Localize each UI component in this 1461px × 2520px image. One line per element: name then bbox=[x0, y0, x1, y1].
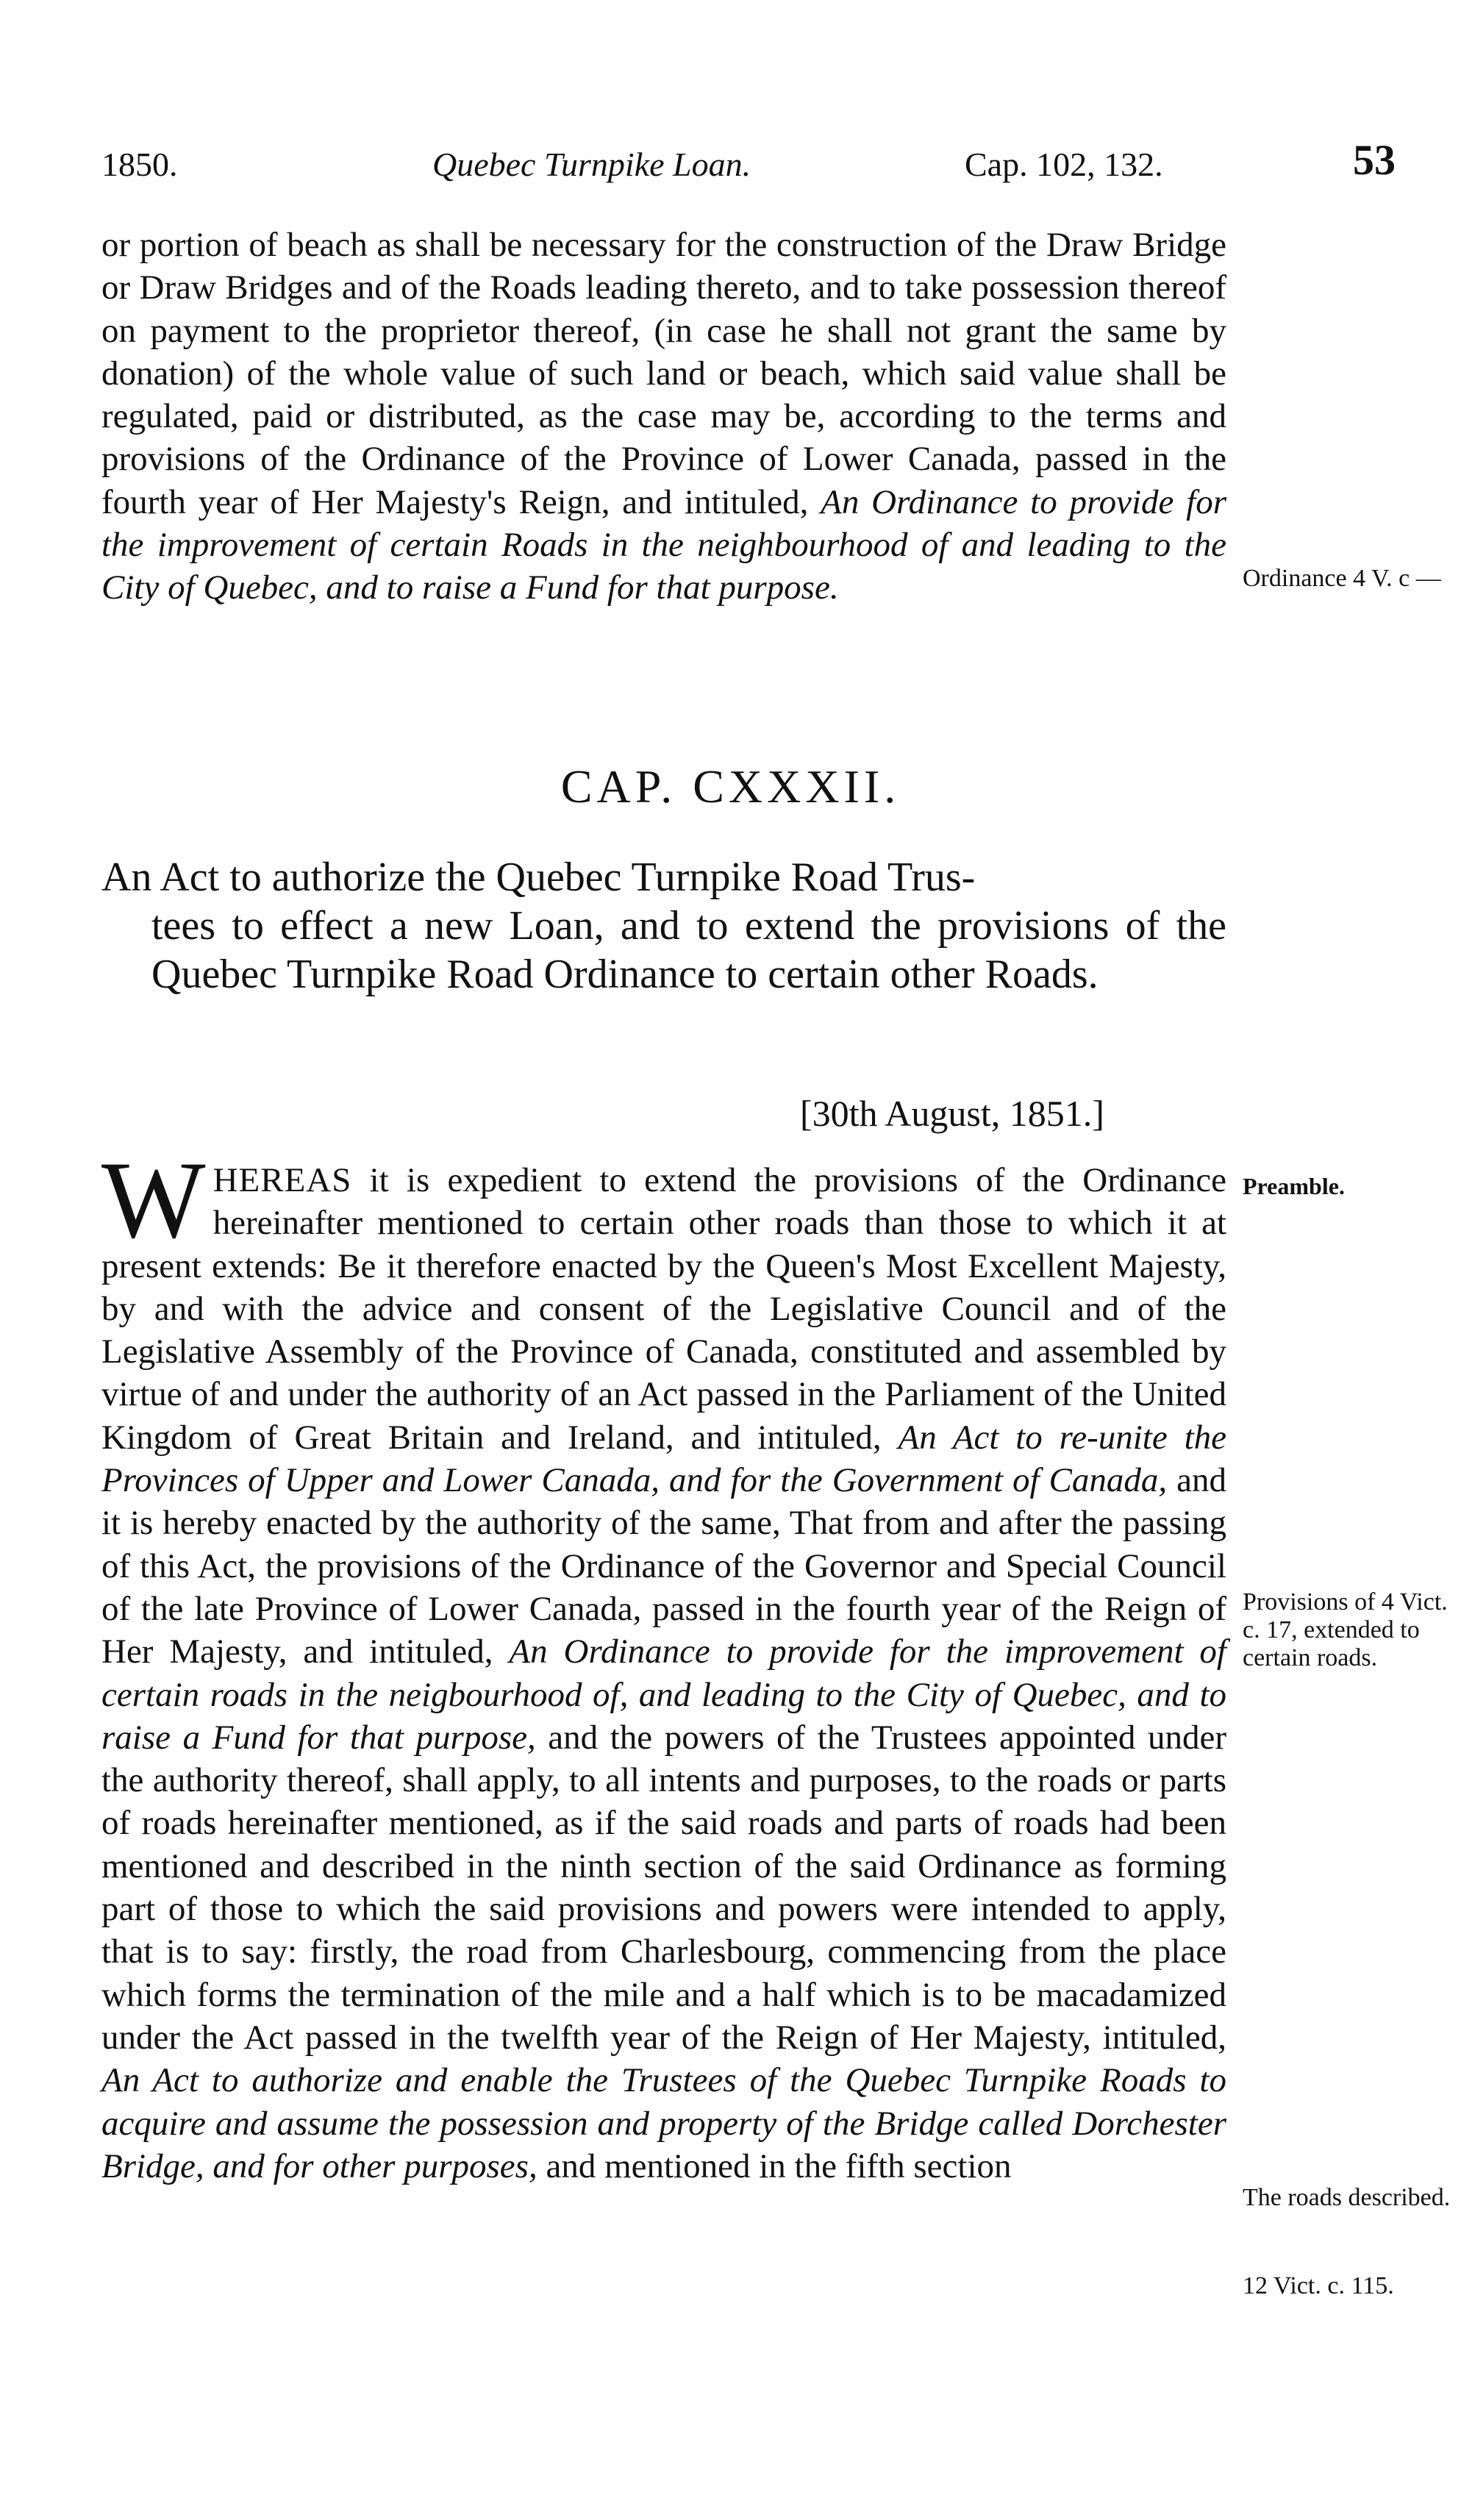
margin-note-provisions: Provisions of 4 Vict. c. 17, extended to certain roads. bbox=[1243, 1588, 1448, 1671]
act-title-rest: tees to effect a new Loan, and to extend the provisions of the Quebec Turnpike Road Ordinance to certain other Roads. bbox=[151, 903, 1226, 997]
ordinance-title-2: An Ordinance to provide for the improvement of certain roads in the neigbourhood of, and leading to the City of Quebec, and to raise a Fund for that purpose, bbox=[101, 1632, 1226, 1757]
chapter-heading: CAP. CXXXII. bbox=[560, 760, 901, 813]
margin-note-ordinance: Ordinance 4 V. c — bbox=[1243, 565, 1441, 592]
margin-note-vict: 12 Vict. c. 115. bbox=[1243, 2272, 1394, 2299]
union-act-title: An Act to re-unite the Provinces of Upper and Lower Canada, and for the Government of Canada, bbox=[101, 1418, 1226, 1500]
act-title bbox=[101, 853, 1226, 999]
continued-text: or portion of beach as shall be necessary for the construction of the Draw Bridge or Draw Bridges and of the Roads leading thereto, and to take possession thereof on payment to the proprietor thereof, (in case he shall not grant the same by donation) of the whole value of such land or beach, which said value shall be regulated, paid or distributed, as the case may be, according to the terms and provisions of the Ordinance of the Province of Lower Canada, passed in the fourth year of Her Majesty's Reign, and intituled, bbox=[101, 226, 1226, 521]
preamble-text-1: it is expedient to extend the provisions of the Ordinance hereinafter mentioned to certain other roads than those to which it at present extends: Be it therefore enacted by the Queen's Most Excellent Majesty, by and with the advice and consent of the Legislative Council and of the Legislative Assembly of the Province of Canada, constituted and assembled by virtue of and under the authority of an Act passed in the Parliament of the United Kingdom of Great Britain and Ireland, and intituled, bbox=[101, 1161, 1226, 1457]
margin-note-preamble: Preamble. bbox=[1243, 1173, 1345, 1199]
act-title-first-line: An Act to authorize the Quebec Turnpike Road Trus- bbox=[101, 854, 976, 900]
running-header-title: Quebec Turnpike Loan. bbox=[432, 146, 751, 183]
preamble-paragraph bbox=[101, 1139, 1226, 2188]
drop-cap: W bbox=[101, 1139, 206, 1261]
preamble-text-4: and mentioned in the fifth section bbox=[537, 2146, 1012, 2185]
running-header-year: 1850. bbox=[101, 146, 178, 183]
preamble-text-2: and it is hereby enacted by the authority of the same, That from and after the passing of this Act, the provisions of the Ordinance of the Governor and Special Council of the late Province of Lower Canada, passed in the fourth year of the Reign of Her Majesty, and intituled, bbox=[101, 1461, 1226, 1671]
preamble-lead-word: HEREAS bbox=[212, 1161, 352, 1199]
ordinance-title: An Ordinance to provide for the improvement of certain Roads in the neighbourhood of and leading to the City of Quebec, and to raise a Fund for that purpose. bbox=[101, 482, 1226, 607]
dorchester-act-title: An Act to authorize and enable the Trustees of the Quebec Turnpike Roads to acquire and assume the possession and property of the Bridge called Dorchester Bridge, and for other purposes, bbox=[101, 2061, 1226, 2185]
margin-note-roads: The roads described. bbox=[1243, 2184, 1451, 2211]
assent-date: [30th August, 1851.] bbox=[800, 1093, 1104, 1134]
preamble-text-3: and the powers of the Trustees appointed under the authority thereof, shall apply, to all intents and purposes, to the roads or parts of roads hereinafter mentioned, as if the said roads and parts of roads had been mentioned and described in the ninth section of the said Ordinance as forming part of those to which the said provisions and powers were intended to apply, that is to say: firstly, the road from Charlesbourg, commencing from the place which forms the termination of the mile and a half which is to be macadamized under the Act passed in the twelfth year of the Reign of Her Majesty, intituled, bbox=[101, 1718, 1226, 2057]
continued-paragraph bbox=[101, 224, 1226, 610]
page-number: 53 bbox=[1353, 136, 1396, 184]
running-header-chapter: Cap. 102, 132. bbox=[965, 146, 1163, 183]
